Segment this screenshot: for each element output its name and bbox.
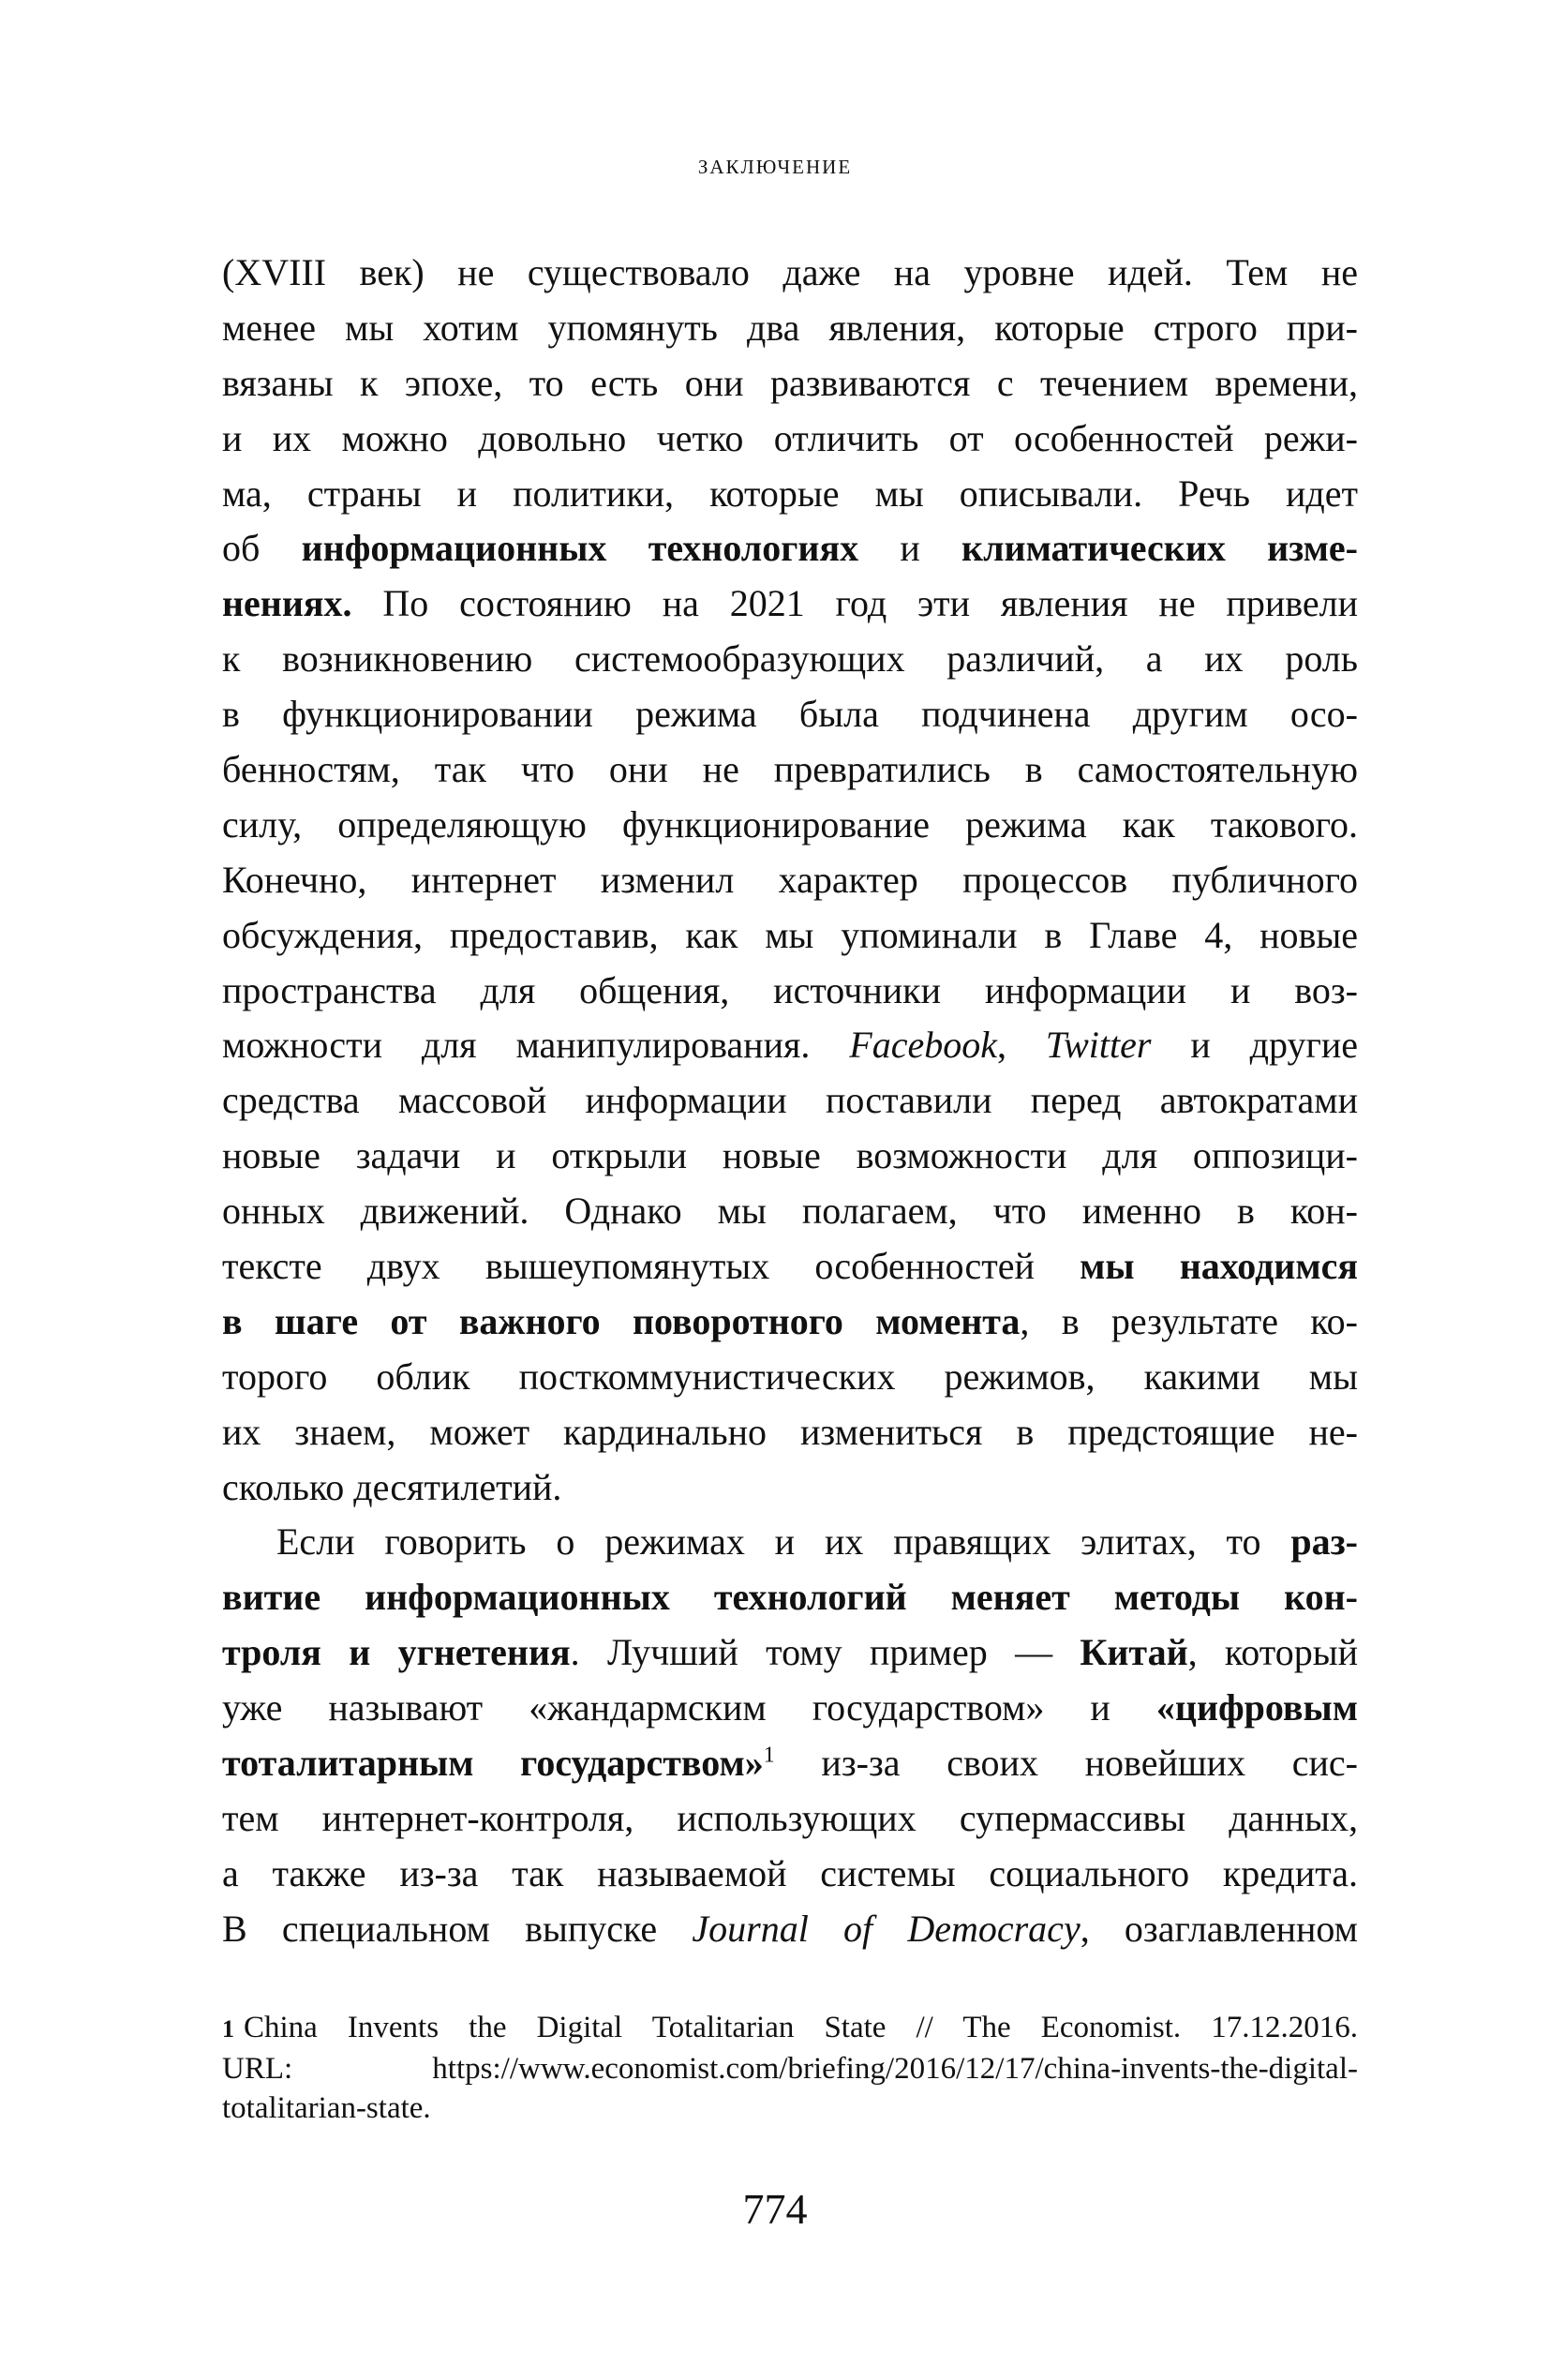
text-line <box>222 1184 1358 1239</box>
text-line <box>222 742 1358 798</box>
text-segment: из-за своих новейших сис- <box>774 1742 1358 1785</box>
bold-text: климатических изме- <box>961 527 1359 570</box>
body-text <box>222 246 1358 1957</box>
text-line <box>222 908 1358 964</box>
bold-text: витие информационных технологий меняет методы кон- <box>222 1576 1358 1619</box>
footnote <box>222 2008 1358 2128</box>
text-segment: (XVIII век) не существовало даже на уровне идей. Тем не <box>222 251 1358 293</box>
text-segment: По состоянию на 2021 год эти явления не привели <box>351 582 1358 625</box>
text-line <box>222 467 1358 522</box>
text-segment: сколько десятилетий. <box>222 1465 562 1508</box>
text-segment: , озаглавленном <box>1080 1907 1358 1950</box>
text-segment: , в результате ко- <box>1020 1299 1358 1342</box>
text-line <box>222 1405 1358 1460</box>
text-line <box>222 1239 1358 1295</box>
bold-text: раз- <box>1290 1520 1358 1564</box>
text-line <box>222 1847 1358 1902</box>
text-segment: в функционировании режима была подчинена другим осо- <box>222 693 1358 736</box>
text-segment: онных движений. Однако мы полагаем, что именно в кон- <box>222 1190 1358 1233</box>
text-line <box>222 576 1358 632</box>
text-segment: , который <box>1187 1631 1359 1674</box>
text-line <box>222 1625 1358 1681</box>
text-line <box>222 412 1358 467</box>
text-line <box>222 521 1358 576</box>
text-line <box>222 1350 1358 1405</box>
text-segment: В специальном выпуске <box>222 1907 693 1950</box>
text-segment: и <box>858 527 962 570</box>
text-segment: а также из-за так называемой системы социального кредита. <box>222 1851 1358 1894</box>
page-number: 774 <box>742 2185 808 2233</box>
text-line <box>222 246 1358 301</box>
footnote-line-3: totalitarian-state. <box>222 2091 431 2125</box>
text-line <box>222 1295 1358 1350</box>
footnote-number: 1 <box>222 2015 234 2043</box>
text-line <box>222 1791 1358 1847</box>
text-segment: об <box>222 527 302 570</box>
text-segment: Конечно, интернет изменил характер процессов публичного <box>222 858 1358 901</box>
text-line <box>222 1515 1358 1570</box>
footnote-line-1 <box>222 2008 1358 2049</box>
text-line <box>222 1736 1358 1791</box>
footnote-reference[interactable]: 1 <box>763 1743 775 1768</box>
text-line <box>222 964 1358 1019</box>
text-segment: бенностям, так что они не превратились в самостоятельную <box>222 748 1358 791</box>
text-segment: вязаны к эпохе, то есть они развиваются с течением времени, <box>222 361 1358 404</box>
italic-text: Journal of Democracy <box>692 1907 1081 1950</box>
text-segment: менее мы хотим упомянуть два явления, которые строго при- <box>222 306 1358 349</box>
text-segment: силу, определяющую функционирование режима как такового. <box>222 802 1358 846</box>
text-segment: и другие <box>1151 1024 1359 1067</box>
text-segment: ма, страны и политики, которые мы описывали. Речь идет <box>222 472 1358 515</box>
text-segment: торого облик посткоммунистических режимов, какими мы <box>222 1355 1358 1398</box>
text-line <box>222 301 1358 356</box>
bold-text: в шаге от важного поворотного момента <box>222 1299 1021 1342</box>
bold-text: троля и угнетения <box>222 1631 571 1674</box>
bold-text: Китай <box>1080 1631 1188 1674</box>
bold-text: нениях. <box>222 582 352 625</box>
text-segment: обсуждения, предоставив, как мы упоминали в Главе 4, новые <box>222 913 1358 956</box>
text-line <box>222 1570 1358 1625</box>
text-segment: уже называют «жандармским государством» и <box>222 1686 1156 1729</box>
text-segment: , <box>996 1024 1046 1067</box>
text-segment: Если говорить о режимах и их правящих элитах, то <box>276 1520 1291 1564</box>
text-line <box>222 1460 1358 1516</box>
footnote-line-2: URL: https://www.economist.com/briefing/2016/12/17/china-invents-the-digital- <box>222 2052 1358 2086</box>
text-line <box>222 1129 1358 1184</box>
text-line <box>222 1018 1358 1073</box>
footnote-text: China Invents the Digital Totalitarian State // The Economist. 17.12.2016. <box>244 2011 1358 2044</box>
text-line <box>222 1073 1358 1129</box>
italic-text: Twitter <box>1045 1024 1152 1067</box>
bold-text: информационных технологиях <box>301 527 859 570</box>
text-segment: средства массовой информации поставили перед автократами <box>222 1079 1358 1122</box>
text-line <box>222 798 1358 853</box>
text-line <box>222 1681 1358 1736</box>
bold-text: «цифровым <box>1155 1686 1358 1729</box>
text-line <box>222 853 1358 908</box>
bold-text: тоталитарным государством» <box>222 1742 764 1785</box>
running-head: ЗАКЛЮЧЕНИЕ <box>697 156 853 178</box>
text-line <box>222 356 1358 412</box>
italic-text: Facebook <box>849 1024 997 1067</box>
text-segment: тексте двух вышеупомянутых особенностей <box>222 1245 1081 1288</box>
text-segment: их знаем, может кардинально измениться в предстоящие не- <box>222 1410 1358 1453</box>
text-segment: новые задачи и открыли новые возможности для оппозици- <box>222 1134 1358 1177</box>
text-segment: пространства для общения, источники информации и воз- <box>222 968 1358 1011</box>
bold-text: мы находимся <box>1080 1245 1358 1288</box>
text-segment: к возникновению системообразующих различий, а их роль <box>222 637 1358 681</box>
text-segment: . Лучший тому пример — <box>570 1631 1081 1674</box>
text-line <box>222 632 1358 687</box>
text-line <box>222 687 1358 742</box>
text-segment: и их можно довольно четко отличить от особенностей режи- <box>222 416 1358 459</box>
text-segment: тем интернет-контроля, использующих супермассивы данных, <box>222 1796 1358 1839</box>
text-segment: можности для манипулирования. <box>222 1024 850 1067</box>
text-line <box>222 1902 1358 1957</box>
